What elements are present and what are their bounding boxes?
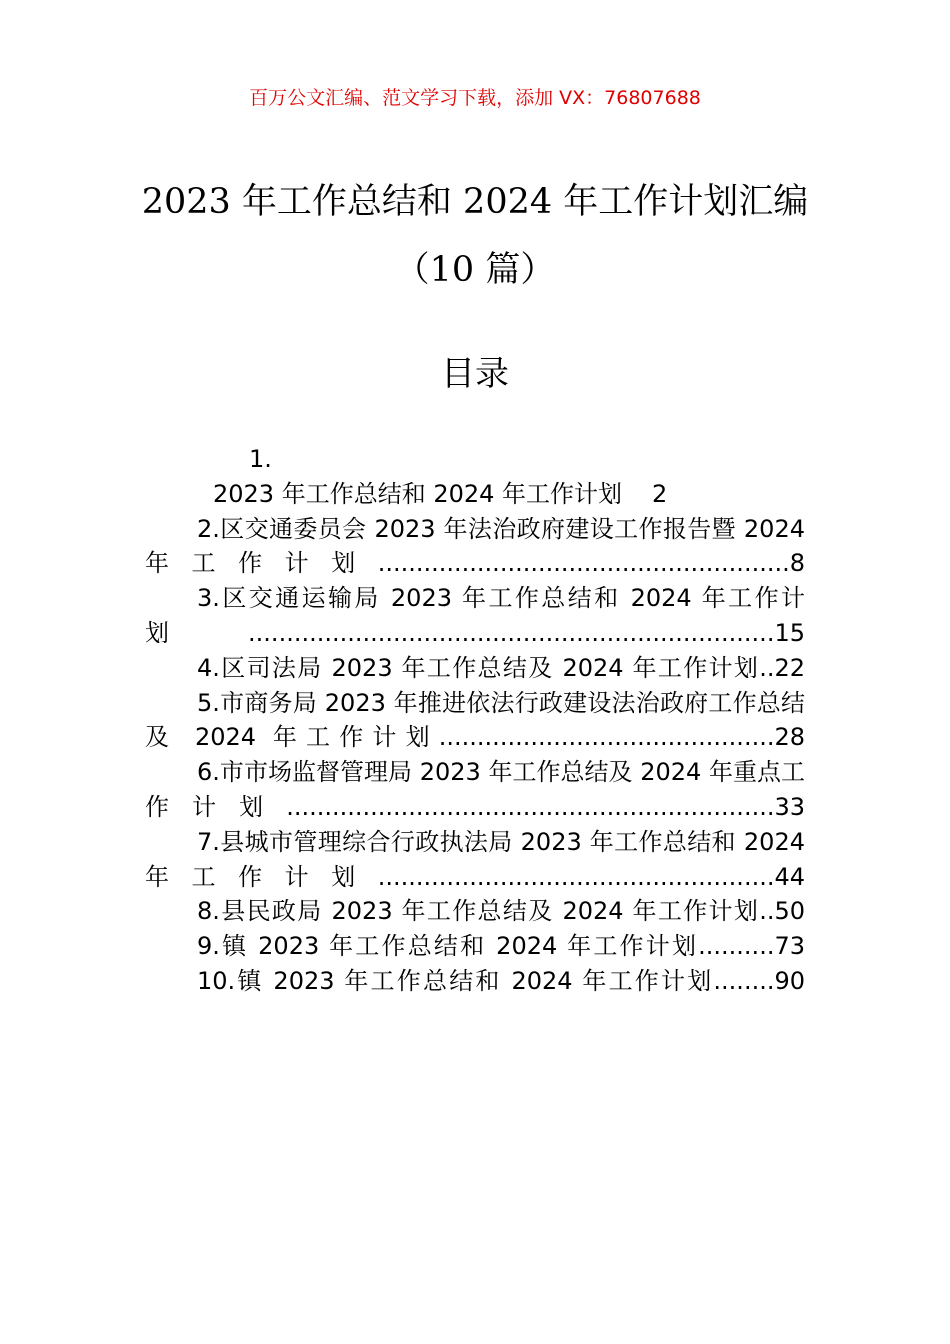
toc-leader-dots: .. <box>759 897 775 926</box>
toc-entry-page: 50 <box>774 897 805 926</box>
toc-entry-page: 22 <box>774 653 805 682</box>
toc-entry-number: 8. <box>197 897 220 926</box>
toc-entry[interactable] <box>145 929 805 964</box>
toc-entry-page: 15 <box>774 618 805 647</box>
toc-entry-page: 44 <box>774 862 805 891</box>
toc-entry[interactable] <box>145 581 805 651</box>
toc-entry-title: 区交通委员会 2023 年法治政府建设工作报告暨 2024 年工作计划 <box>145 514 805 578</box>
toc-entry-title: 区司法局 2023 年工作总结及 2024 年工作计划 <box>219 653 760 682</box>
document-subtitle: （10 篇） <box>394 250 556 290</box>
toc-entry-page: 90 <box>774 966 805 995</box>
toc-entry-title: 县城市管理综合行政执法局 2023 年工作总结和 2024 年工作计划 <box>145 827 805 891</box>
toc-leader-dots: ................................................................ <box>286 792 775 821</box>
toc-leader-dots: .. <box>759 653 775 682</box>
toc-leader-dots: ...................................................... <box>377 549 790 578</box>
toc-entry-page: 2 <box>652 479 668 508</box>
toc-entry-page: 33 <box>774 792 805 821</box>
document-title: 2023 年工作总结和 2024 年工作计划汇编 <box>141 182 809 222</box>
toc-entry-title: 2023 年工作总结和 2024 年工作计划 <box>213 479 623 508</box>
toc-entry[interactable] <box>145 686 805 756</box>
toc-entry-page: 8 <box>789 549 805 578</box>
toc-entry[interactable] <box>145 755 805 825</box>
watermark-text: 百万公文汇编、范文学习下载，添加 VX：76807688 <box>249 87 701 109</box>
toc-entry-number: 9. <box>197 932 220 961</box>
toc-entry-page: 73 <box>774 932 805 961</box>
toc-leader-dots: ..................................................................... <box>248 618 775 647</box>
toc-leader-dots: .................................................... <box>377 862 775 891</box>
toc-entry-title: 市商务局 2023 年推进依法行政建设法治政府工作总结及 2024 年工作计划 <box>145 688 805 752</box>
toc-entry-title: 县民政局 2023 年工作总结及 2024 年工作计划 <box>219 897 760 926</box>
toc-entry-title: 市市场监督管理局 2023 年工作总结及 2024 年重点工作计划 <box>145 758 805 821</box>
toc-entry-number: 4. <box>197 653 220 682</box>
toc-entry[interactable] <box>145 894 805 929</box>
toc-entry-number: 1. <box>249 445 272 473</box>
toc-entry[interactable] <box>145 964 805 999</box>
toc-entry-number: 5. <box>197 688 220 717</box>
toc-leader-dots: ........ <box>713 966 775 995</box>
toc-leader-dots: .......... <box>698 932 775 961</box>
table-of-contents <box>145 442 805 999</box>
toc-entry[interactable] <box>145 512 805 582</box>
toc-leader-dots: ............................................ <box>438 723 775 752</box>
toc-entry-number: 10. <box>197 966 236 995</box>
toc-entry[interactable] <box>145 442 805 512</box>
toc-entry[interactable] <box>145 825 805 895</box>
toc-entry[interactable] <box>145 651 805 686</box>
toc-entry-number: 2. <box>197 514 220 543</box>
toc-entry-page: 28 <box>774 723 805 752</box>
toc-entry-title: 镇 2023 年工作总结和 2024 年工作计划 <box>219 932 699 961</box>
toc-heading: 目录 <box>441 354 509 394</box>
toc-entry-title: 镇 2023 年工作总结和 2024 年工作计划 <box>235 966 714 995</box>
toc-entry-number: 7. <box>197 827 220 856</box>
toc-entry-number: 3. <box>197 584 220 613</box>
toc-entry-number: 6. <box>197 758 220 787</box>
toc-entry-title: 区交通运输局 2023 年工作总结和 2024 年工作计划 <box>145 584 805 647</box>
